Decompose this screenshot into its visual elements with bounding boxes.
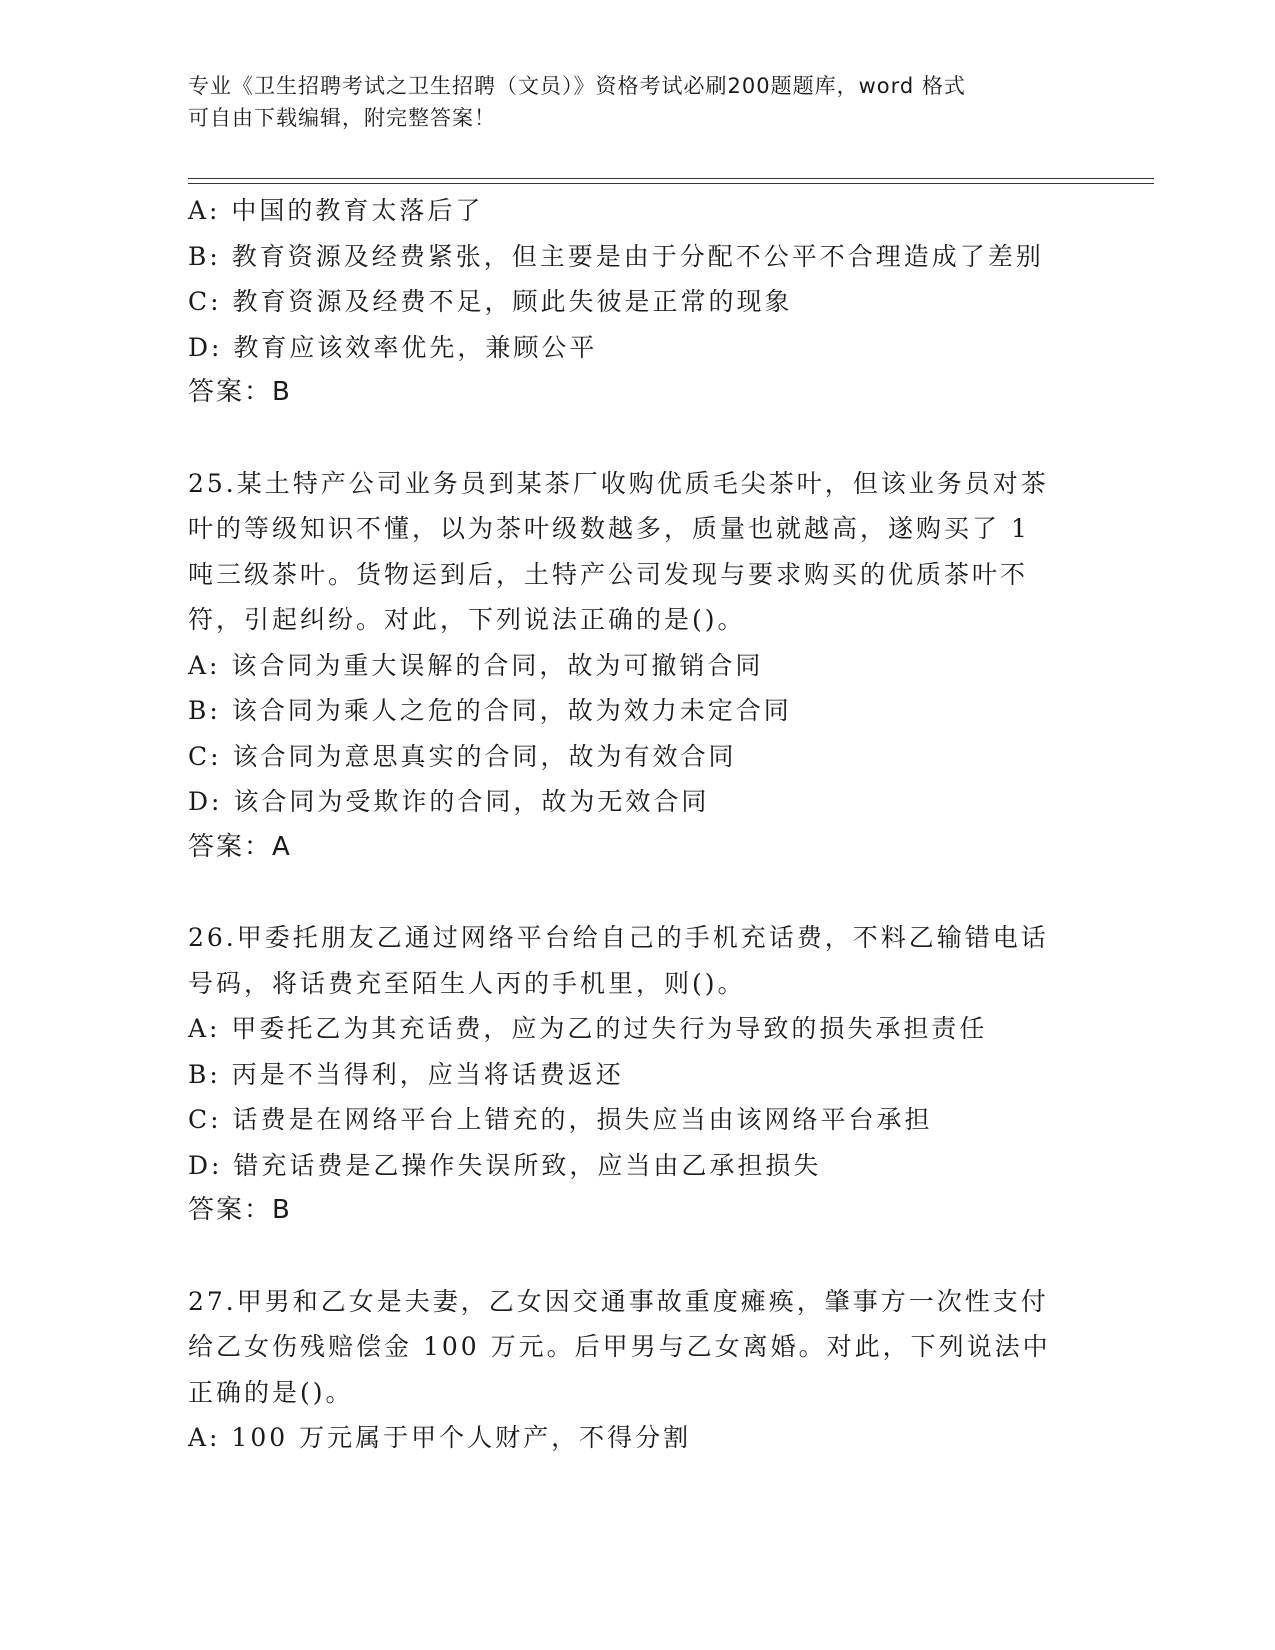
question-25-option-b: B: 该合同为乘人之危的合同，故为效力未定合同	[188, 696, 792, 725]
question-26-answer: 答案：B	[188, 1195, 292, 1225]
question-26-stem-line-2: 号码，将话费充至陌生人丙的手机里，则()。	[188, 968, 746, 998]
question-content	[188, 188, 1088, 1461]
question-27-block	[188, 1279, 1088, 1461]
question-27-option-a: A: 100 万元属于甲个人财产，不得分割	[188, 1423, 692, 1452]
question-25-stem-line-4: 符，引起纠纷。对此，下列说法正确的是()。	[188, 605, 746, 634]
question-24-option-d: D: 教育应该效率优先，兼顾公平	[188, 332, 598, 362]
document-header	[188, 70, 1068, 134]
spacer	[188, 870, 1088, 915]
question-25-answer: 答案：A	[188, 831, 292, 862]
header-divider-top	[188, 178, 1154, 179]
question-26-option-b: B: 丙是不当得利，应当将话费返还	[188, 1059, 624, 1089]
question-26-option-c: C: 话费是在网络平台上错充的，损失应当由该网络平台承担	[188, 1105, 933, 1134]
header-divider-bottom	[188, 183, 1154, 184]
header-title-line-2: 可自由下载编辑，附完整答案！	[188, 106, 496, 130]
question-26-block	[188, 915, 1088, 1234]
question-24-option-a: A: 中国的教育太落后了	[188, 196, 484, 225]
spacer	[188, 416, 1088, 461]
question-26-option-a: A: 甲委托乙为其充话费，应为乙的过失行为导致的损失承担责任	[188, 1014, 988, 1043]
question-26-stem-line-1: 26.甲委托朋友乙通过网络平台给自己的手机充话费，不料乙输错电话	[188, 923, 1049, 952]
question-24-option-c: C: 教育资源及经费不足，顾此失彼是正常的现象	[188, 287, 793, 316]
question-25-option-d: D: 该合同为受欺诈的合同，故为无效合同	[188, 787, 710, 816]
question-24-block	[188, 188, 1088, 416]
header-title-line-1: 专业《卫生招聘考试之卫生招聘（文员）》资格考试必刷200题题库，word 格式	[188, 74, 966, 98]
question-25-option-a: A: 该合同为重大误解的合同，故为可撤销合同	[188, 650, 764, 680]
question-25-stem-line-3: 吨三级茶叶。货物运到后，土特产公司发现与要求购买的优质茶叶不	[188, 559, 1029, 589]
question-25-block	[188, 461, 1088, 871]
question-27-stem-line-1: 27.甲男和乙女是夫妻，乙女因交通事故重度瘫痪，肇事方一次性支付	[188, 1286, 1049, 1316]
question-25-stem-line-2: 叶的等级知识不懂，以为茶叶级数越多，质量也就越高，遂购买了 1	[188, 514, 1030, 543]
question-26-option-d: D: 错充话费是乙操作失误所致，应当由乙承担损失	[188, 1150, 822, 1180]
question-27-stem-line-3: 正确的是()。	[188, 1377, 354, 1407]
question-25-option-c: C: 该合同为意思真实的合同，故为有效合同	[188, 741, 737, 771]
question-24-option-b: B: 教育资源及经费紧张，但主要是由于分配不公平不合理造成了差别	[188, 241, 1044, 271]
question-25-stem-line-1: 25.某土特产公司业务员到某茶厂收购优质毛尖茶叶，但该业务员对茶	[188, 468, 1049, 498]
question-24-answer: 答案：B	[188, 377, 292, 407]
spacer	[188, 1234, 1088, 1279]
question-27-stem-line-2: 给乙女伤残赔偿金 100 万元。后甲男与乙女离婚。对此，下列说法中	[188, 1332, 1051, 1361]
